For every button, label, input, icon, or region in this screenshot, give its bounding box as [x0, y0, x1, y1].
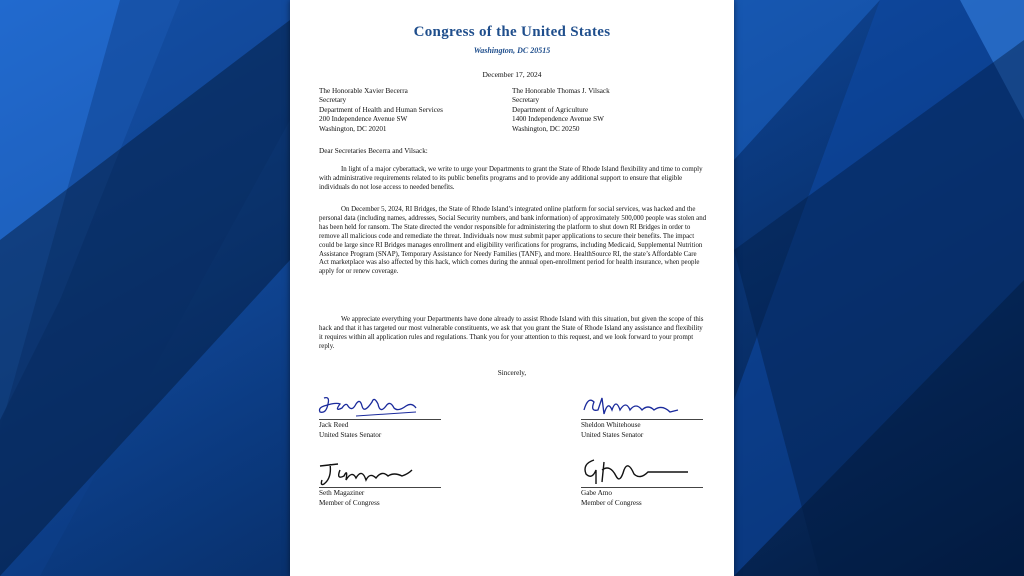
signatory-name: Gabe Amo	[581, 489, 612, 497]
signatory-title: Member of Congress	[319, 498, 380, 507]
closing: Sincerely,	[497, 369, 527, 377]
signatory-block	[319, 489, 380, 508]
signature-line	[319, 419, 441, 420]
signature-line	[581, 419, 703, 420]
body-paragraph: In light of a major cyberattack, we write to urge your Departments to grant the State of Rhode Island flexibility and time to comply with administrative requirements related to its public benefits programs and to provide any additional support to ensure that eligible individuals do not lose access to needed benefits.	[319, 166, 703, 191]
letterhead-city: Washington, DC 20515	[473, 46, 551, 55]
recipient-department: Department of Agriculture	[512, 105, 589, 114]
signatory-name: Sheldon Whitehouse	[581, 421, 641, 429]
recipient-address-right	[512, 87, 610, 134]
signatory-name: Jack Reed	[319, 421, 349, 429]
recipient-city: Washington, DC 20250	[512, 124, 580, 133]
recipient-city: Washington, DC 20201	[319, 124, 387, 133]
recipient-title: Secretary	[319, 96, 347, 105]
signatory-block	[581, 489, 642, 508]
letter-page	[290, 0, 734, 576]
recipient-department: Department of Health and Human Services	[319, 105, 443, 114]
letterhead-title: Congress of the United States	[413, 24, 611, 40]
signatory-block	[581, 421, 643, 440]
signatory-name: Seth Magaziner	[319, 489, 365, 497]
signature-line	[581, 487, 703, 488]
signatory-title: United States Senator	[319, 430, 382, 439]
signature-whitehouse	[578, 392, 728, 422]
recipient-address-left	[319, 87, 443, 134]
salutation: Dear Secretaries Becerra and Vilsack:	[319, 147, 428, 155]
recipient-name: The Honorable Xavier Becerra	[319, 87, 408, 95]
signatory-block	[319, 421, 381, 440]
signature-line	[319, 487, 441, 488]
signature-amo	[578, 456, 728, 486]
signatory-title: Member of Congress	[581, 498, 642, 507]
recipient-title: Secretary	[512, 96, 540, 105]
signature-reed	[316, 392, 466, 422]
signatory-title: United States Senator	[581, 430, 644, 439]
signature-magaziner	[316, 460, 466, 490]
recipient-name: The Honorable Thomas J. Vilsack	[512, 87, 610, 95]
recipient-street: 1400 Independence Avenue SW	[512, 115, 604, 124]
recipient-street: 200 Independence Avenue SW	[319, 115, 408, 124]
letter-date: December 17, 2024	[482, 70, 542, 79]
body-paragraph: On December 5, 2024, RI Bridges, the State of Rhode Island’s integrated online platform for social services, was hacked and the personal data (including names, addresses, Social Security numbers, and bank information) of approximately 500,000 people was stolen and has been held for ransom. The State directed the vendor responsible for administering the platform to shut down RI Bridges in order to remove all malicious code and remediate the threat. Individuals now must submit paper applications to secure their benefits. The impact could be large since RI Bridges manages enrollment and eligibility verifications for programs, including Medicaid, Supplemental Nutrition Assistance Program (SNAP), Temporary Assistance for Needy Families (TANF), and more. HealthSource RI, the state’s Affordable Care Act marketplace was also affected by this hack, which comes during the annual open-enrollment period for health insurance, when people apply for or renew coverage.	[319, 206, 707, 276]
body-paragraph: We appreciate everything your Departments have done already to assist Rhode Island with this situation, but given the scope of this hack and that it has targeted our most vulnerable constituents, we ask that you grant the State of Rhode Island any assistance and flexibility it requires within all application rules and regulations. Thank you for your attention to this request, and we look forward to your prompt reply.	[319, 316, 704, 350]
